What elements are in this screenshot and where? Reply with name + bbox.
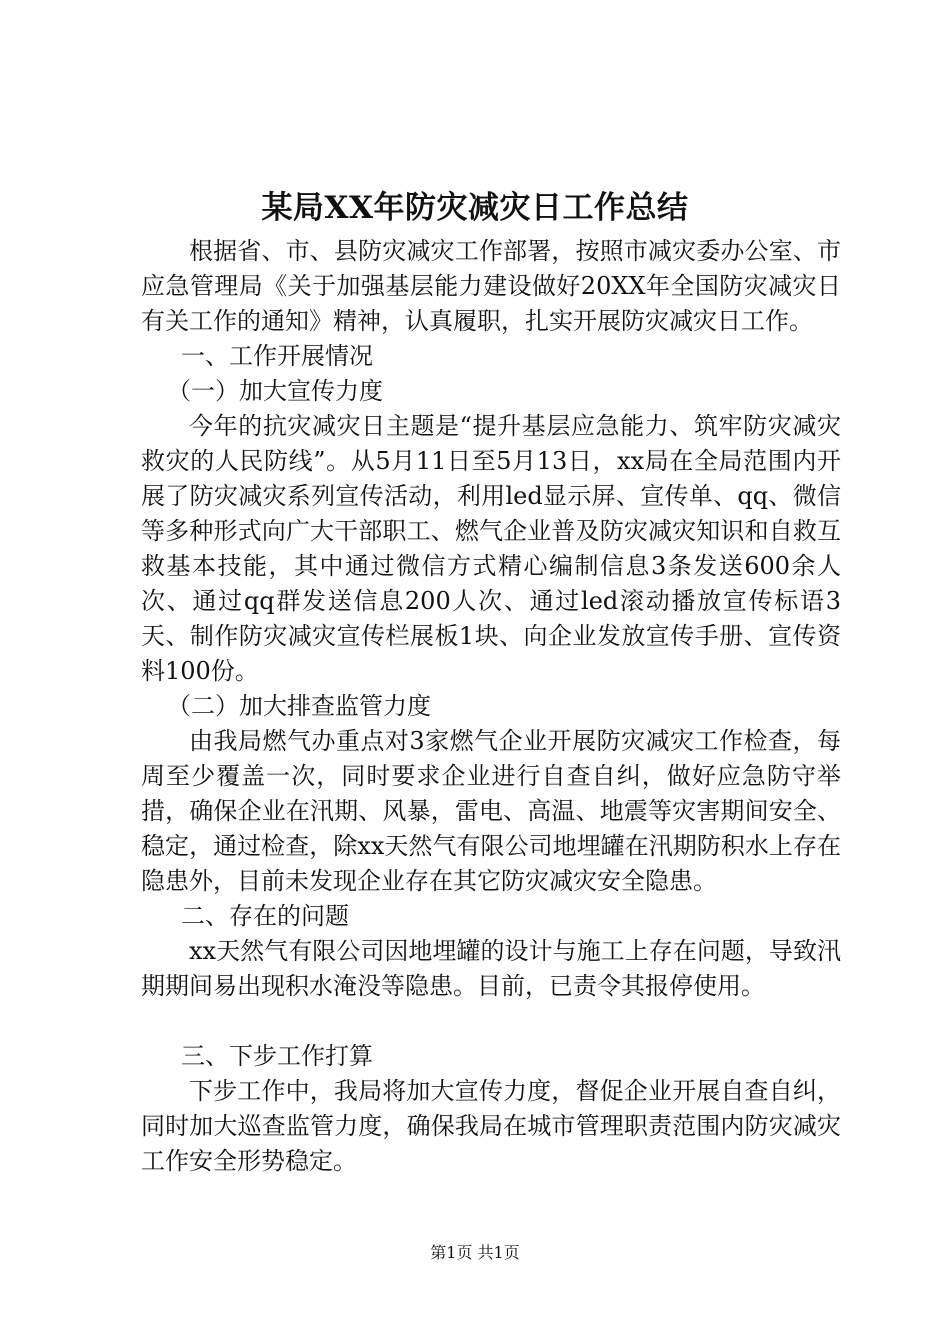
subsection-paragraph-2: 由我局燃气办重点对3家燃气企业开展防灾减灾工作检查，每周至少覆盖一次，同时要求企业进行自查自纠，做好应急防守举措，确保企业在汛期、风暴，雷电、高温、地震等灾害期间安全、稳定，通过检查，除xx天然气有限公司地埋罐在汛期防积水上存在隐患外，目前未发现企业存在其它防灾减灾安全隐患。	[141, 727, 841, 895]
subsection-heading-2: （二）加大排查监管力度	[167, 692, 431, 720]
section-paragraph-3: 下步工作中，我局将加大宣传力度，督促企业开展自查自纠，同时加大巡查监管力度，确保我局在城市管理职责范围内防灾减灾工作安全形势稳定。	[141, 1077, 841, 1175]
page-footer: 第1页 共1页	[430, 1243, 520, 1262]
subsection-paragraph-1: 今年的抗灾减灾日主题是“提升基层应急能力、筑牢防灾减灾救灾的人民防线”。从5月11日至5月13日，xx局在全局范围内开展了防灾减灾系列宣传活动，利用led显示屏、宣传单、qq、微信等多种形式向广大干部职工、燃气企业普及防灾减灾知识和自救互救基本技能，其中通过微信方式精心编制信息3条发送600余人次、通过qq群发送信息200人次、通过led滚动播放宣传标语3天、制作防灾减灾宣传栏展板1块、向企业发放宣传手册、宣传资料100份。	[141, 412, 841, 685]
subsection-heading-1: （一）加大宣传力度	[167, 377, 383, 405]
document-title: 某局XX年防灾减灾日工作总结	[261, 190, 689, 226]
intro-paragraph: 根据省、市、县防灾减灾工作部署，按照市减灾委办公室、市应急管理局《关于加强基层能力建设做好20XX年全国防灾减灾日有关工作的通知》精神，认真履职，扎实开展防灾减灾日工作。	[141, 237, 841, 335]
document-body	[141, 234, 841, 1179]
section-heading-2: 二、存在的问题	[181, 902, 349, 930]
section-heading-1: 一、工作开展情况	[181, 342, 373, 370]
section-paragraph-2: xx天然气有限公司因地埋罐的设计与施工上存在问题，导致汛期期间易出现积水淹没等隐患。目前，已责令其报停使用。	[141, 937, 841, 1000]
section-heading-3: 三、下步工作打算	[181, 1042, 373, 1070]
paragraph-gap	[141, 1004, 841, 1039]
